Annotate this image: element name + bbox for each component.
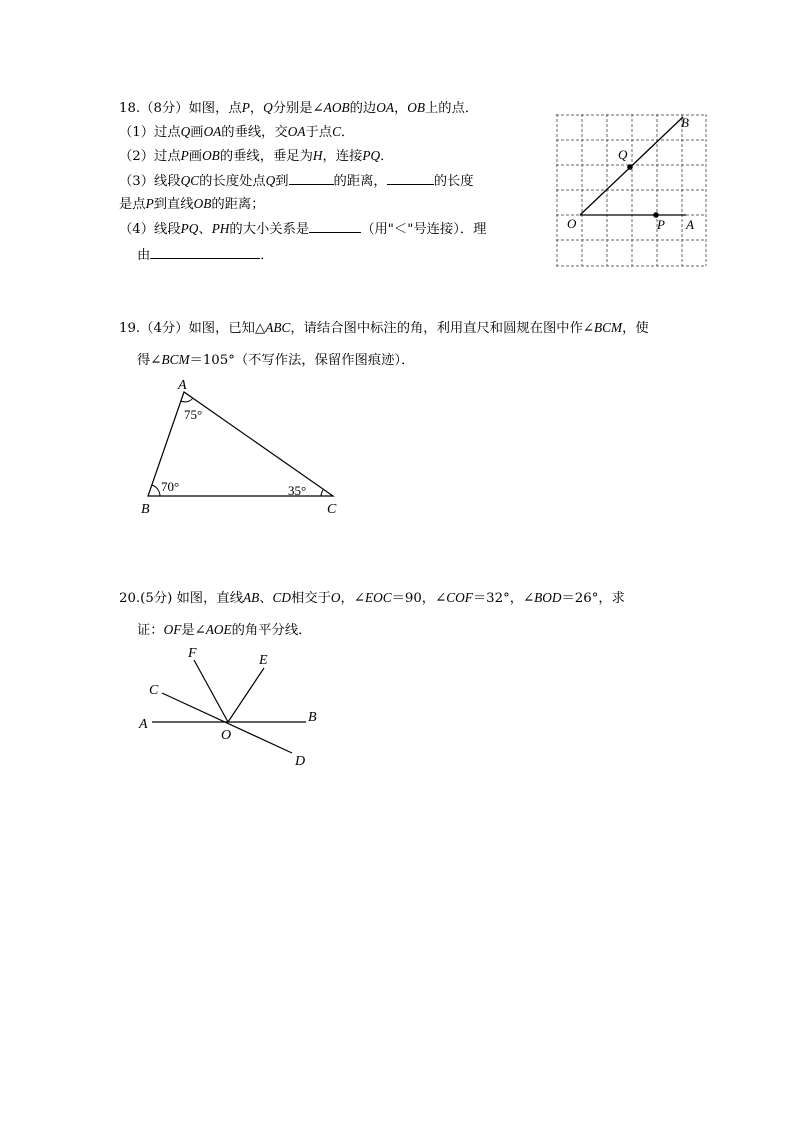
q18-step4-cont: 由 ． xyxy=(137,245,274,265)
angle-label-A: 75° xyxy=(184,407,203,422)
q18-step2: （2）过点P画OB的垂线，垂足为H，连接PQ． xyxy=(119,148,394,164)
q18-step1: （1）过点Q画OA的垂线，交OA于点C． xyxy=(119,124,355,140)
label-B: B xyxy=(141,502,150,517)
q19-title-cont: 得∠BCM＝105°（不写作法，保留作图痕迹）． xyxy=(137,352,415,368)
label-B: B xyxy=(308,710,317,725)
ray-OE xyxy=(228,668,264,722)
label-B: B xyxy=(681,115,689,130)
label-A: A xyxy=(686,217,694,232)
label-A: A xyxy=(178,378,187,393)
label-C: C xyxy=(327,502,337,517)
label-Q: Q xyxy=(618,147,628,162)
label-O: O xyxy=(221,728,232,743)
ray-OF xyxy=(194,660,228,722)
angle-label-B: 70° xyxy=(161,479,180,494)
q20-title: 20.(5分) 如图，直线AB、CD相交于O，∠EOC＝90，∠COF＝32°，∠BOD＝26°，求 xyxy=(119,590,625,606)
label-C: C xyxy=(149,683,159,698)
q18-title: 18.（8分）如图，点P，Q分别是∠AOB的边OA，OB上的点． xyxy=(119,100,479,116)
label-O: O xyxy=(567,216,577,231)
q19-title: 19.（4分）如图，已知△ABC，请结合图中标注的角，利用直尺和圆规在图中作∠BCM，使 xyxy=(119,320,649,336)
angle-label-C: 35° xyxy=(288,483,307,498)
label-A: A xyxy=(139,717,148,732)
q18-step4: （4）线段PQ、PH的大小关系是 （用"＜"号连接）．理 xyxy=(119,221,487,237)
q18-step3-cont: 是点P到直线OB的距离； xyxy=(119,196,265,212)
q18-step3: （3）线段QC的长度处点Q到 的距离， 的长度 xyxy=(119,173,474,189)
label-E: E xyxy=(259,653,268,668)
line-CD xyxy=(162,693,292,753)
q20-title-cont: 证：OF是∠AOE的角平分线． xyxy=(137,622,312,638)
label-D: D xyxy=(295,754,306,769)
label-P: P xyxy=(657,217,665,232)
label-F: F xyxy=(188,646,197,661)
